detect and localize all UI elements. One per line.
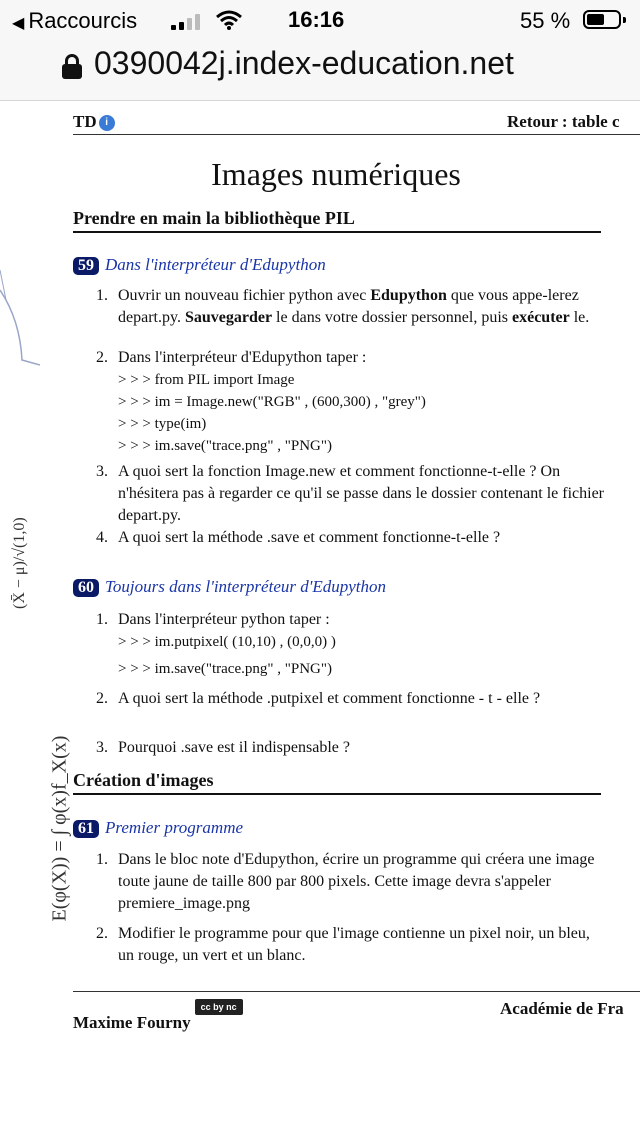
code-line: > > > im.save("trace.png" , "PNG")	[118, 661, 332, 677]
code-line: > > > from PIL import Image	[118, 372, 295, 388]
header-td: TD	[73, 112, 97, 131]
exercise-number: 61	[73, 820, 99, 838]
side-formula-main: E(φ(X)) = ∫ φ(x)f_X(x)	[48, 735, 71, 922]
exercise-60-heading	[73, 577, 386, 597]
section-divider	[73, 231, 601, 233]
clock: 16:16	[288, 7, 345, 32]
url-text[interactable]: 0390042j.index-education.net	[94, 45, 514, 81]
address-bar[interactable]	[0, 40, 640, 101]
code-line: > > > type(im)	[118, 416, 207, 432]
code-line: > > > im.putpixel( (10,10) , (0,0,0) )	[118, 634, 336, 650]
footer-academy: Académie de Fra	[500, 999, 624, 1018]
page-title: Images numériques	[211, 156, 461, 192]
list-item: 2. Dans l'interpréteur d'Edupython taper :	[96, 349, 367, 366]
exercise-59-heading	[73, 255, 326, 275]
list-item: 3. Pourquoi .save est il indispensable ?	[96, 739, 350, 756]
back-arrow-icon: ◀	[12, 15, 25, 32]
doc-header	[73, 112, 640, 136]
battery-percentage: 55 %	[520, 8, 571, 33]
list-item: 1. Dans le bloc note d'Edupython, écrire un programme qui créera une image toute jaune de taille 800 par 800 pixels. Cette image devra s'appeler premiere_image.png	[96, 851, 595, 912]
back-to-app-button[interactable]	[12, 8, 137, 34]
list-item: 1. Dans l'interpréteur python taper :	[96, 611, 330, 628]
exercise-title: Toujours dans l'interpréteur d'Edupython	[105, 577, 387, 596]
list-item: 2. A quoi sert la méthode .putpixel et comment fonctionne - t - elle ?	[96, 690, 541, 707]
curve-fragment	[0, 270, 40, 380]
list-item: 3. A quoi sert la fonction Image.new et comment fonctionne-t-elle ? On n'hésitera pas à regarder ce qu'il se passe dans le dossier contenant le fichier depart.py.	[96, 463, 605, 524]
code-line: > > > im = Image.new("RGB" , (600,300) , "grey")	[118, 394, 426, 410]
list-item: 1. Ouvrir un nouveau fichier python avec Edupython que vous appe-lerez depart.py. Sauvegarder le dans votre dossier personnel, puis exécuter le.	[96, 287, 590, 326]
list-item: 2. Modifier le programme pour que l'image contienne un pixel noir, un bleu, un rouge, un vert et un blanc.	[96, 925, 590, 964]
section-title-creation: Création d'images	[73, 770, 214, 790]
battery-icon	[583, 10, 621, 29]
section-title-pil: Prendre en main la bibliothèque PIL	[73, 208, 355, 228]
code-line: > > > im.save("trace.png" , "PNG")	[118, 438, 332, 454]
exercise-title: Premier programme	[105, 818, 244, 837]
info-badge-icon: i	[99, 115, 115, 131]
wifi-icon	[216, 10, 242, 30]
return-link[interactable]: Retour : table c	[507, 112, 620, 131]
back-app-label: Raccourcis	[28, 8, 138, 33]
lock-icon	[62, 52, 82, 80]
exercise-number: 60	[73, 579, 99, 597]
list-item: 4. A quoi sert la méthode .save et comment fonctionne-t-elle ?	[96, 529, 501, 546]
header-divider	[73, 134, 640, 135]
side-formula-small: (X̄ − μ)/√(1,0)	[11, 517, 28, 609]
creative-commons-license-icon: cc by nc sa	[195, 999, 243, 1015]
status-bar	[0, 0, 640, 40]
exercise-number: 59	[73, 257, 99, 275]
footer-divider	[73, 991, 640, 992]
section-divider	[73, 793, 601, 795]
exercise-61-heading	[73, 818, 243, 838]
footer-author	[73, 999, 243, 1033]
author-name: Maxime Fourny	[73, 1013, 191, 1032]
exercise-title: Dans l'interpréteur d'Edupython	[105, 255, 326, 274]
document-page	[0, 100, 640, 1136]
cellular-signal-icon	[171, 14, 207, 30]
